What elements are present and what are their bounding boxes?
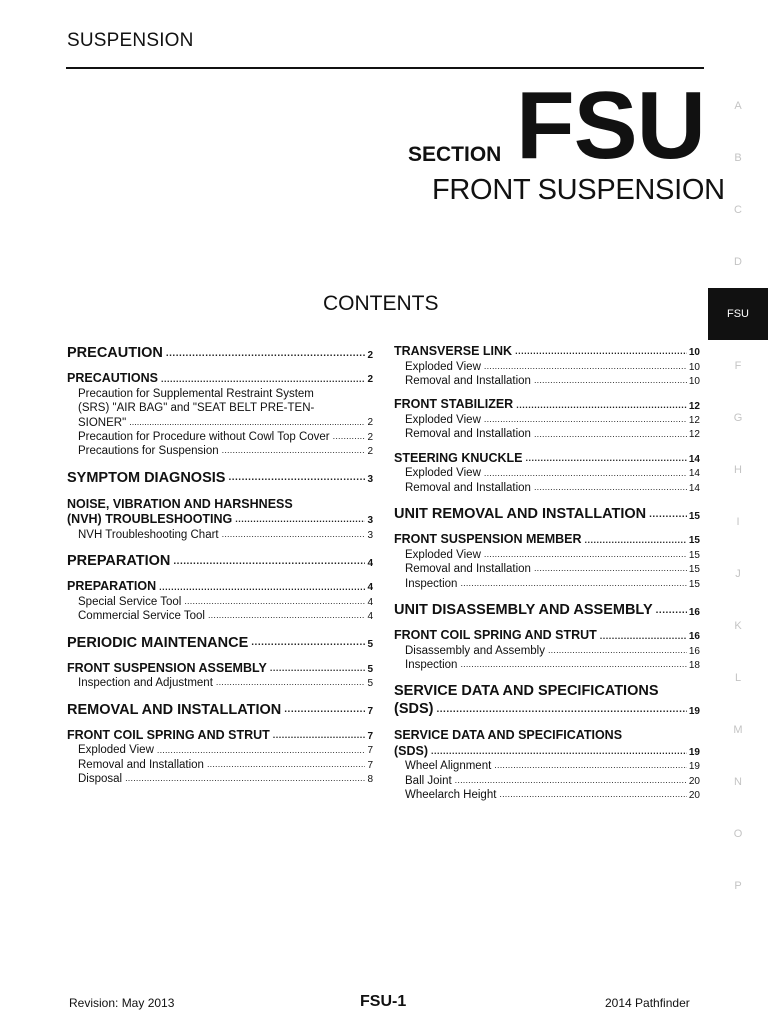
toc-leader-dots — [208, 610, 365, 621]
toc-entry[interactable] — [67, 579, 373, 595]
footer-page-number: FSU-1 — [360, 993, 407, 1010]
toc-page-number: 7 — [367, 706, 373, 718]
toc-entry[interactable] — [405, 774, 700, 788]
toc-entry-title: Precaution for Procedure without Cowl Top Cover — [78, 430, 330, 443]
toc-entry[interactable] — [405, 466, 700, 480]
toc-entry[interactable] — [67, 634, 373, 652]
toc-entry-title: FRONT COIL SPRING AND STRUT — [394, 628, 597, 643]
toc-entry[interactable] — [405, 548, 700, 562]
toc-entry[interactable] — [67, 512, 373, 528]
toc-page-number: 19 — [688, 705, 700, 717]
toc-entry-multiline[interactable] — [67, 496, 373, 528]
toc-leader-dots — [166, 348, 366, 361]
toc-page-number: 5 — [367, 639, 373, 651]
toc-leader-dots — [333, 431, 366, 442]
toc-entry-title: Ball Joint — [405, 774, 452, 787]
section-tab-m[interactable]: M — [733, 724, 743, 736]
toc-entry-title: Wheel Alignment — [405, 760, 492, 773]
toc-entry[interactable] — [78, 676, 373, 690]
section-code: FSU — [516, 72, 705, 179]
toc-page-number: 16 — [688, 645, 700, 657]
contents-heading: CONTENTS — [323, 292, 439, 315]
section-tab-p[interactable]: P — [734, 880, 742, 892]
toc-entry-title: Disassembly and Assembly — [405, 644, 545, 657]
toc-entry-multiline[interactable] — [78, 387, 373, 430]
section-tab-f[interactable]: F — [734, 360, 742, 372]
toc-page-number: 3 — [367, 529, 373, 541]
toc-page-number: 12 — [688, 429, 700, 441]
section-tab-d[interactable]: D — [734, 256, 742, 268]
toc-page-number: 15 — [688, 549, 700, 561]
toc-leader-dots — [184, 596, 365, 607]
toc-page-number: 18 — [688, 660, 700, 671]
toc-leader-dots — [534, 375, 687, 386]
toc-leader-dots — [222, 529, 366, 540]
section-tab-j[interactable]: J — [735, 568, 741, 580]
toc-entry[interactable] — [78, 528, 373, 542]
toc-entry-title: PREPARATION — [67, 579, 157, 594]
toc-leader-dots — [228, 472, 365, 485]
toc-leader-dots — [455, 775, 687, 786]
toc-leader-dots — [525, 453, 686, 464]
toc-entry-title: STEERING KNUCKLE — [394, 450, 523, 465]
toc-page-number: 8 — [367, 774, 373, 785]
toc-entry-title: FRONT SUSPENSION MEMBER — [394, 532, 582, 547]
toc-entry-line: SERVICE DATA AND SPECIFICATIONS — [394, 682, 659, 699]
toc-entry[interactable] — [394, 601, 700, 619]
toc-entry[interactable] — [67, 661, 373, 677]
toc-page-number: 5 — [367, 678, 373, 690]
toc-entry-title: Precautions for Suspension — [78, 445, 219, 458]
toc-page-number: 15 — [688, 564, 700, 576]
toc-leader-dots — [548, 645, 687, 656]
toc-entry[interactable] — [78, 609, 373, 623]
toc-leader-dots — [273, 730, 366, 741]
toc-entry-title: FRONT SUSPENSION ASSEMBLY — [67, 660, 267, 675]
toc-left-column — [67, 344, 373, 787]
toc-leader-dots — [534, 563, 687, 574]
toc-entry[interactable] — [405, 644, 700, 658]
toc-page-number: 4 — [367, 557, 373, 569]
toc-leader-dots — [484, 468, 687, 479]
toc-leader-dots — [460, 578, 686, 589]
toc-entry[interactable] — [78, 772, 373, 786]
toc-leader-dots — [436, 704, 686, 717]
toc-entry[interactable] — [405, 427, 700, 441]
toc-entry-title: Commercial Service Tool — [78, 610, 205, 623]
toc-entry[interactable] — [405, 413, 700, 427]
toc-entry-line: Precaution for Supplemental Restraint System — [78, 387, 314, 400]
toc-entry-multiline[interactable] — [394, 682, 700, 719]
toc-entry-title: PERIODIC MAINTENANCE — [67, 634, 249, 651]
toc-leader-dots — [484, 361, 687, 372]
toc-page-number: 14 — [688, 482, 700, 494]
toc-entry[interactable] — [394, 451, 700, 467]
toc-entry-title: (NVH) TROUBLESHOOTING — [67, 512, 233, 526]
toc-page-number: 2 — [367, 417, 373, 429]
toc-entry-title: Disposal — [78, 773, 123, 786]
toc-leader-dots — [585, 535, 687, 546]
toc-entry[interactable] — [405, 759, 700, 773]
toc-page-number: 16 — [688, 631, 700, 643]
toc-entry-title: FRONT COIL SPRING AND STRUT — [67, 727, 270, 742]
toc-leader-dots — [484, 414, 687, 425]
toc-page-number: 15 — [688, 510, 700, 522]
toc-entry-title: (SDS) — [394, 701, 434, 718]
toc-entry[interactable] — [405, 577, 700, 591]
running-header-title: SUSPENSION — [67, 30, 194, 51]
toc-entry[interactable] — [405, 360, 700, 374]
toc-entry[interactable] — [78, 416, 373, 430]
toc-entry-title: Exploded View — [405, 467, 481, 480]
toc-entry-title: FRONT STABILIZER — [394, 397, 514, 412]
toc-leader-dots — [235, 514, 365, 525]
toc-entry-title: UNIT REMOVAL AND INSTALLATION — [394, 506, 647, 523]
toc-page-number: 14 — [688, 468, 700, 480]
toc-leader-dots — [656, 605, 687, 618]
toc-page-number: 16 — [688, 606, 700, 618]
toc-page-number: 4 — [367, 596, 373, 608]
toc-entry-title: Removal and Installation — [405, 375, 531, 387]
toc-entry[interactable] — [67, 552, 373, 570]
toc-entry-title: NVH Troubleshooting Chart — [78, 528, 219, 541]
toc-entry-title: PRECAUTIONS — [67, 371, 158, 386]
toc-entry-title: Removal and Installation — [78, 758, 204, 771]
section-tab-l[interactable]: L — [734, 672, 742, 684]
section-subtitle: FRONT SUSPENSION — [432, 174, 725, 206]
toc-entry[interactable] — [78, 743, 373, 757]
toc-entry[interactable] — [78, 595, 373, 609]
section-tab-n[interactable]: N — [734, 776, 742, 788]
toc-leader-dots — [216, 677, 366, 688]
toc-entry-title: REMOVAL AND INSTALLATION — [67, 701, 282, 718]
toc-page-number: 10 — [688, 361, 700, 373]
toc-entry[interactable] — [67, 701, 373, 719]
toc-leader-dots — [534, 482, 687, 493]
toc-page-number: 3 — [367, 515, 373, 527]
toc-entry-title: Removal and Installation — [405, 481, 531, 494]
toc-entry-title: UNIT DISASSEMBLY AND ASSEMBLY — [394, 602, 653, 618]
toc-page-number: 4 — [367, 611, 373, 622]
toc-entry-title: Special Service Tool — [78, 595, 182, 608]
toc-page-number: 19 — [688, 746, 700, 758]
toc-page-number: 2 — [367, 446, 373, 458]
toc-entry-title: Inspection and Adjustment — [78, 677, 213, 690]
toc-entry-multiline[interactable] — [394, 727, 700, 759]
footer-revision: Revision: May 2013 — [69, 996, 175, 1010]
toc-page-number: 5 — [367, 663, 373, 675]
toc-entry-title: SYMPTOM DIAGNOSIS — [67, 469, 226, 486]
section-index-tabs — [708, 80, 768, 912]
toc-leader-dots — [460, 659, 686, 670]
toc-page-number: 15 — [688, 535, 700, 547]
toc-page-number: 2 — [367, 431, 373, 443]
section-label: SECTION — [408, 143, 502, 166]
section-tab-a[interactable]: A — [734, 100, 742, 112]
toc-leader-dots — [515, 346, 687, 357]
toc-leader-dots — [270, 663, 366, 674]
toc-leader-dots — [251, 637, 365, 650]
toc-page-number: 15 — [688, 578, 700, 590]
toc-entry-title: PREPARATION — [67, 553, 171, 569]
toc-entry-line: (SRS) "AIR BAG" and "SEAT BELT PRE-TEN- — [78, 402, 315, 415]
toc-leader-dots — [516, 400, 687, 411]
toc-entry[interactable] — [394, 700, 700, 718]
toc-entry[interactable] — [394, 397, 700, 413]
toc-page-number: 10 — [688, 375, 700, 387]
section-tab-b[interactable]: B — [734, 152, 742, 164]
toc-leader-dots — [173, 556, 365, 569]
toc-leader-dots — [484, 549, 687, 560]
toc-entry-title: TRANSVERSE LINK — [394, 344, 513, 358]
toc-entry-title: Removal and Installation — [405, 563, 531, 576]
toc-leader-dots — [159, 582, 365, 593]
toc-leader-dots — [499, 789, 686, 800]
toc-entry-title: Inspection — [405, 659, 458, 672]
toc-page-number: 20 — [688, 789, 700, 801]
toc-leader-dots — [157, 745, 366, 756]
toc-entry-line: SERVICE DATA AND SPECIFICATIONS — [394, 728, 623, 743]
toc-leader-dots — [129, 417, 365, 428]
toc-entry[interactable] — [405, 562, 700, 576]
toc-page-number: 7 — [367, 759, 373, 771]
toc-page-number: 7 — [367, 745, 373, 757]
toc-leader-dots — [284, 704, 365, 717]
toc-entry-title: Exploded View — [405, 414, 481, 426]
toc-entry[interactable] — [405, 481, 700, 495]
toc-entry-title: (SDS) — [394, 743, 429, 758]
toc-leader-dots — [600, 631, 687, 642]
section-tab-g[interactable]: G — [733, 412, 743, 424]
toc-page-number: 3 — [367, 474, 373, 486]
toc-page-number: 10 — [688, 347, 700, 359]
toc-entry[interactable] — [78, 430, 373, 444]
toc-entry-title: Inspection — [405, 577, 458, 590]
toc-leader-dots — [222, 445, 366, 456]
toc-leader-dots — [494, 760, 687, 771]
toc-page-number: 7 — [367, 730, 373, 742]
toc-leader-dots — [125, 773, 365, 784]
toc-entry[interactable] — [78, 758, 373, 772]
toc-entry[interactable] — [405, 374, 700, 388]
toc-page-number: 2 — [367, 374, 373, 386]
toc-entry[interactable] — [67, 371, 373, 387]
toc-leader-dots — [207, 759, 366, 770]
toc-entry[interactable] — [394, 744, 700, 760]
toc-entry-title: Exploded View — [78, 744, 154, 757]
footer-model: 2014 Pathfinder — [605, 996, 690, 1010]
toc-right-column — [394, 344, 700, 802]
toc-entry[interactable] — [78, 444, 373, 458]
toc-entry-title: PRECAUTION — [67, 345, 163, 361]
section-tab-k[interactable]: K — [734, 620, 742, 632]
section-tab-fsu[interactable]: FSU — [708, 288, 768, 340]
toc-page-number: 19 — [688, 761, 700, 773]
toc-entry[interactable] — [394, 532, 700, 548]
toc-page-number: 14 — [688, 453, 700, 465]
toc-entry-title: SIONER" — [78, 416, 127, 429]
toc-page-number: 20 — [688, 775, 700, 787]
toc-entry[interactable] — [405, 658, 700, 672]
toc-entry[interactable] — [394, 505, 700, 523]
toc-entry[interactable] — [67, 469, 373, 487]
section-tab-o[interactable]: O — [733, 828, 743, 840]
toc-entry-line: NOISE, VIBRATION AND HARSHNESS — [67, 496, 293, 511]
toc-entry-title: Wheelarch Height — [405, 789, 497, 802]
toc-page-number: 12 — [688, 400, 700, 412]
toc-entry-title: Removal and Installation — [405, 428, 531, 441]
toc-entry[interactable] — [394, 628, 700, 644]
toc-page-number: 4 — [367, 582, 373, 594]
section-tab-i[interactable]: I — [736, 516, 740, 528]
toc-leader-dots — [534, 429, 687, 440]
section-tab-c[interactable]: C — [734, 204, 742, 216]
toc-entry[interactable] — [405, 788, 700, 802]
toc-page-number: 2 — [367, 349, 373, 361]
toc-entry[interactable] — [67, 344, 373, 362]
toc-leader-dots — [649, 509, 687, 522]
section-tab-h[interactable]: H — [734, 464, 742, 476]
toc-entry[interactable] — [394, 344, 700, 360]
toc-entry-title: Exploded View — [405, 548, 481, 561]
toc-entry-title: Exploded View — [405, 360, 481, 373]
toc-leader-dots — [431, 746, 687, 757]
toc-leader-dots — [161, 374, 365, 385]
toc-entry[interactable] — [67, 728, 373, 744]
header-rule — [66, 67, 704, 69]
toc-page-number: 12 — [688, 414, 700, 426]
